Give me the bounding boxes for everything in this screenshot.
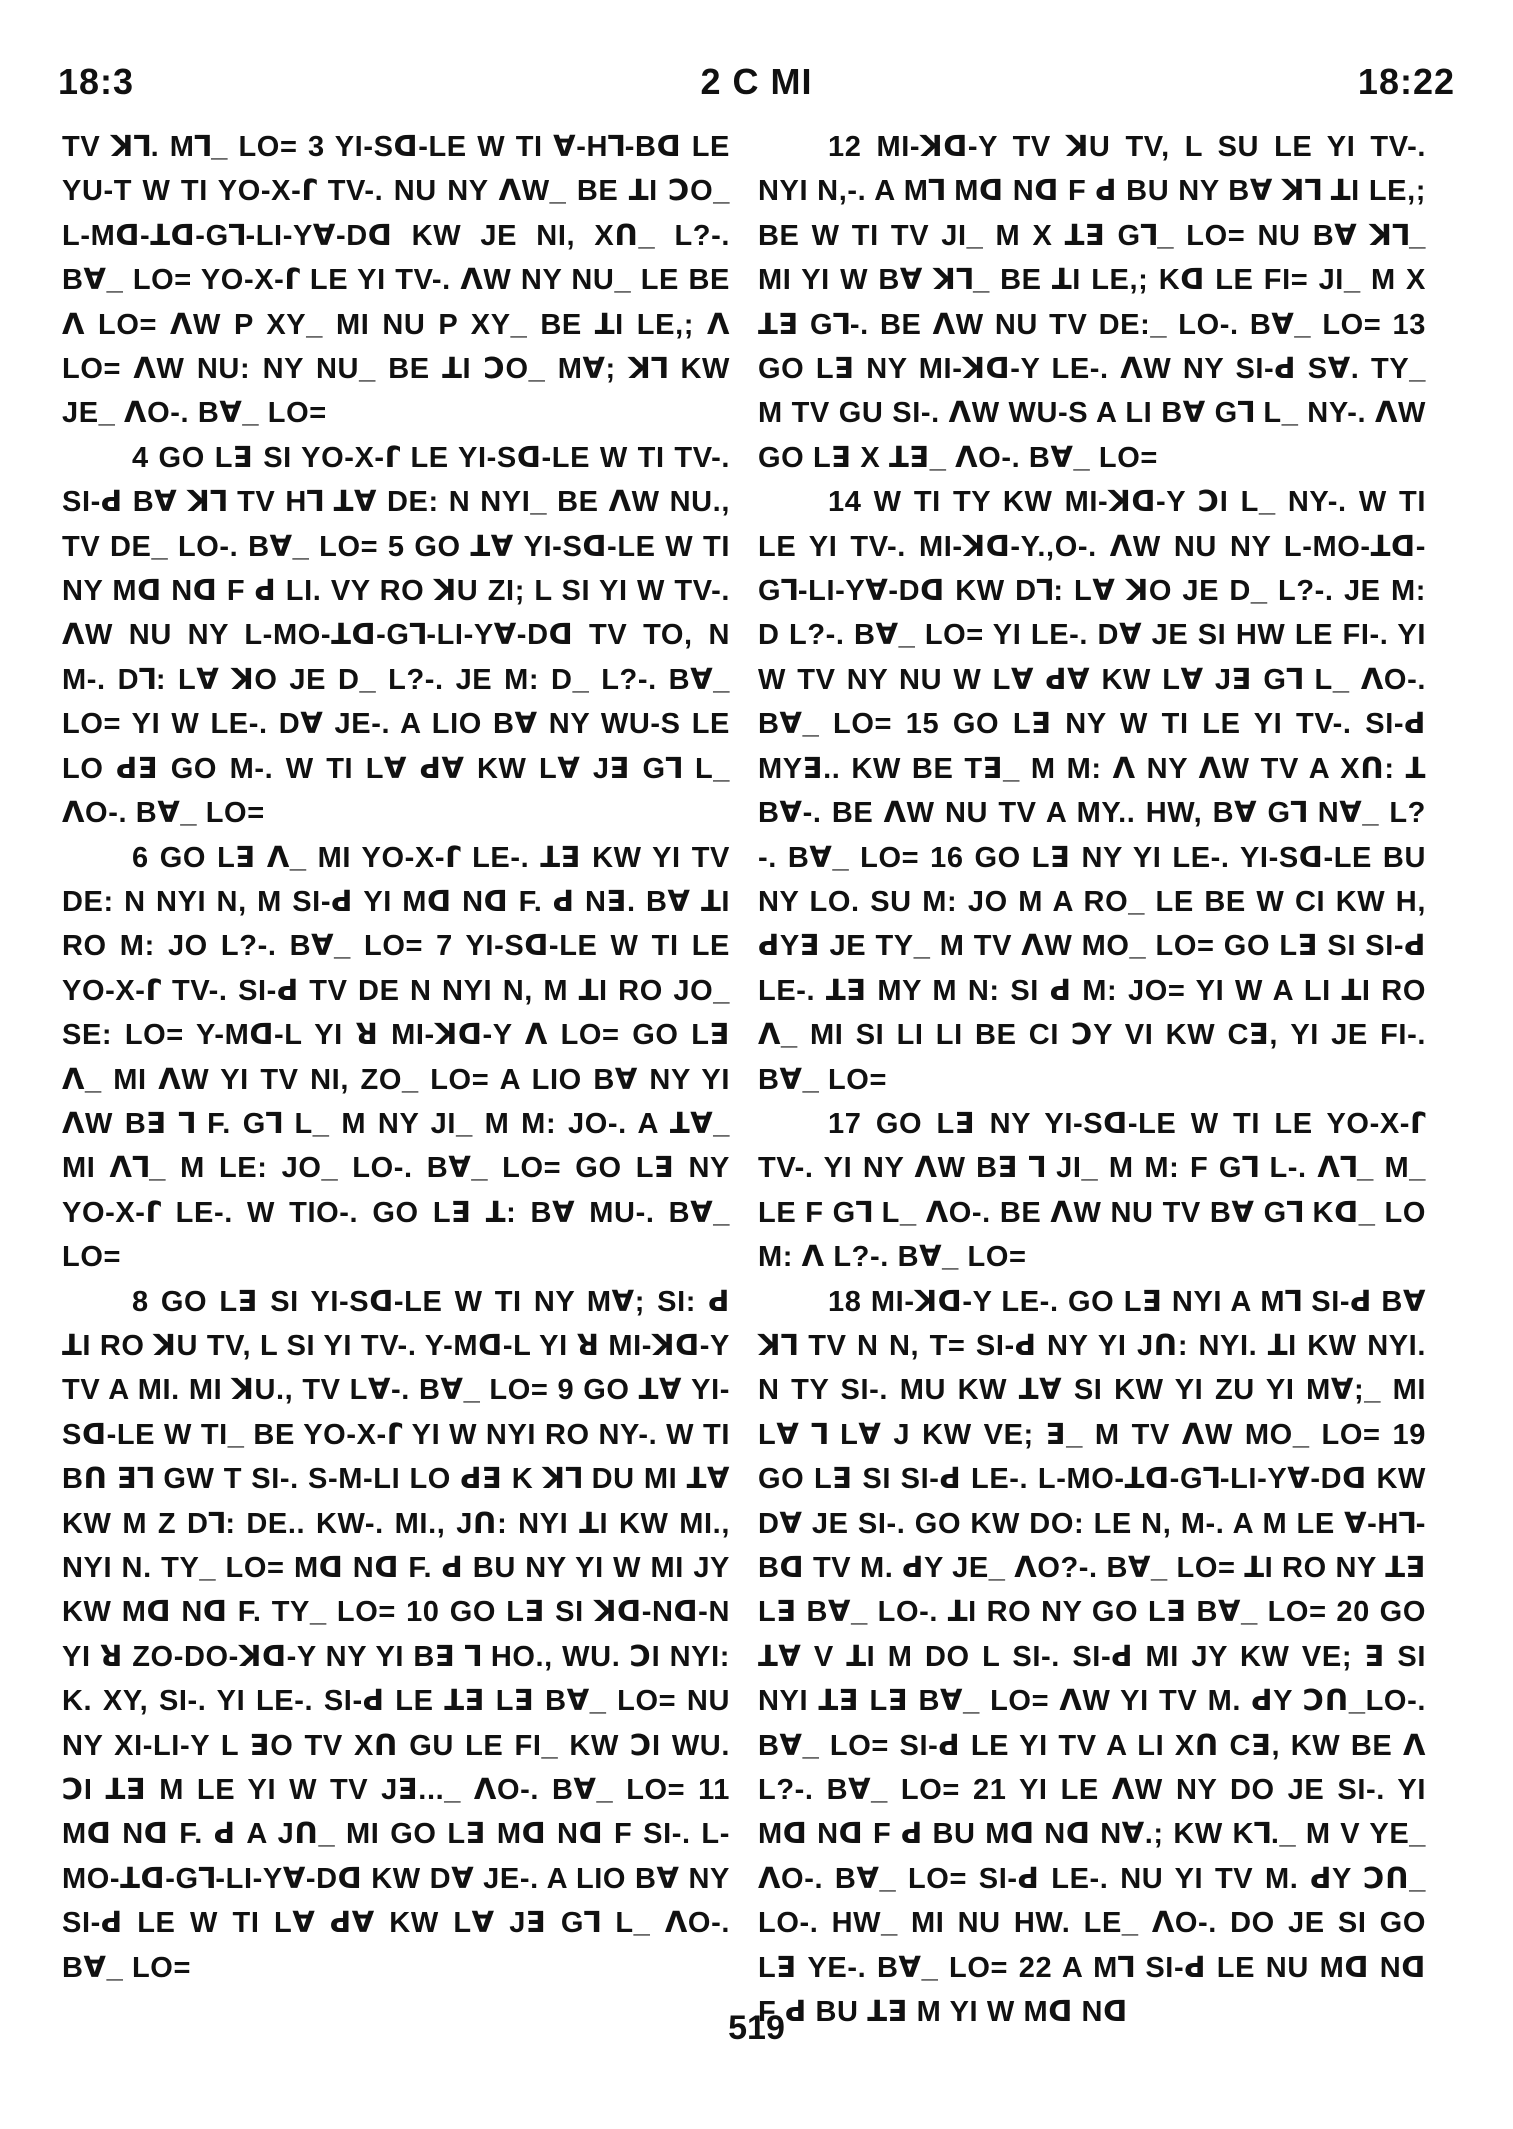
verse-text: GO ꓕ∀ YI-Sꓷ-LE W TI_ BE YO-X-ꓩ YI W NYI RO NY-. W TI Bꓵ ꓱꓶ GW T SI-. S-M-LI LO ꓒꓱ K ꓘꓶ DU MI ꓕ∀ KW M Z Dꓶ: DE.. KW-. MI., Jꓵ: NYI ꓕI KW MI., NYI N. TY_ LO= Mꓷ Nꓷ F. ꓒ BU NY YI W MI JY KW Mꓷ Nꓷ F. TY_ LO= (62, 1374, 730, 1629)
verse-text: GO Lꓱ ꓥ_ MI YO-X-ꓩ LE-. ꓕꓱ KW YI TV DE: N NYI N, M SI-ꓒ YI Mꓷ Nꓷ F. ꓒ Nꓱ. B∀ ꓕI RO M: JO L?-. B∀_ LO= (62, 841, 730, 963)
header-reference-start: 18:3 (58, 61, 135, 102)
verse-number: 15 (905, 708, 940, 741)
verse-text: MI-ꓘꓷ-Y LE-. GO Lꓱ NYI A Mꓶ SI-ꓒ B∀ ꓘꓶ TV N N, T= SI-ꓒ NY YI Jꓵ: NYI. ꓕI KW NYI. N TY SI-. MU KW ꓕ∀ SI KW YI ZU YI M∀;_ MI L∀ ꓶ L∀ J KW VE; ꓱ_ M TV ꓥW MO_ LO= (758, 1285, 1426, 1451)
verse-number: 7 (436, 930, 453, 963)
paragraph (758, 1102, 1426, 1280)
paragraph (758, 125, 1426, 480)
verse-number: 11 (698, 1774, 730, 1807)
page-number: 519 (728, 2009, 785, 2047)
verse-text: GO Lꓱ NY YI-Sꓷ-LE W TI LE YO-X-ꓩ TV-. YI NY ꓥW Bꓱ ꓶ JI_ M M: F Gꓶ L-. ꓥꓶ_ M_ LE F Gꓶ L_ ꓥO-. BE ꓥW NU TV B∀ Gꓶ Kꓷ_ LO M: ꓥ L?-. B∀_ LO= (758, 1107, 1426, 1274)
verse-text: MI-ꓘꓷ-Y TV ꓘU TV, L SU LE YI TV-. NYI N,-. A Mꓶ Mꓷ Nꓷ F ꓒ BU NY B∀ ꓘꓶ ꓕI LE,; BE W TI TV JI_ M X ꓕꓱ Gꓶ_ LO= NU B∀ ꓘꓶ_ MI YI W B∀ ꓘꓶ_ BE ꓕI LE,; Kꓷ LE FI= JI_ M X ꓕꓱ Gꓶ-. BE ꓥW NU TV DE:_ LO-. B∀_ LO= (758, 131, 1426, 341)
verse-text: A Mꓶ SI-ꓒ LE NU Mꓷ Nꓷ F ꓒ BU ꓕꓱ M YI W Mꓷ Nꓷ (758, 1951, 1426, 2029)
running-header (58, 58, 1455, 106)
paragraph (62, 125, 730, 436)
verse-number: 16 (930, 841, 964, 874)
verse-number: 20 (1336, 1596, 1370, 1629)
verse-text: GO Lꓱ NY YI LE-. YI-Sꓷ-LE BU NY LO. SU M: JO M A RO_ LE BE W CI KW H, ꓒYꓱ JE TY_ M TV ꓥW MO_ LO= GO Lꓱ SI SI-ꓒ LE-. ꓕꓱ MY M N: SI ꓒ M: JO= YI W A LI ꓕI RO ꓥ_ MI SI LI LI BE CI ꓛY VI KW Cꓱ, YI JE FI-. B∀_ LO= (758, 841, 1426, 1096)
verse-text: YI-Sꓷ-LE W TI LE YO-X-ꓩ TV-. SI-ꓒ TV DE N NYI N, M ꓕI RO JO_ SE: LO= Y-Mꓷ-L YI ꓤ MI-ꓘꓷ-Y ꓥ LO= GO Lꓱ ꓥ_ MI ꓥW YI TV NI, ZO_ LO= A LIO B∀ NY YI ꓥW Bꓱ ꓶ F. Gꓶ L_ M NY JI_ M M: JO-. A ꓕ∀_ MI ꓥꓶ_ M LE: JO_ LO-. B∀_ LO= GO Lꓱ NY YO-X-ꓩ LE-. W TIO-. GO Lꓱ ꓕ: B∀ MU-. B∀_ LO= (62, 930, 730, 1274)
verse-number: 3 (308, 131, 325, 163)
verse-text: GO Lꓱ SI YO-X-ꓩ LE YI-Sꓷ-LE W TI TV-. SI-ꓒ B∀ ꓘꓶ TV Hꓶ ꓕ∀ DE: N NYI_ BE ꓥW NU., TV DE_ LO-. B∀_ LO= (62, 441, 730, 563)
paragraph (758, 1280, 1426, 2035)
verse-text: GO Lꓱ SI YI-Sꓷ-LE W TI NY M∀; SI: ꓒ ꓕI RO ꓘU TV, L SI YI TV-. Y-Mꓷ-L YI ꓤ MI-ꓘꓷ-Y TV A MI. MI ꓘU., TV L∀-. B∀_ LO= (62, 1285, 730, 1407)
paragraph (62, 1280, 730, 1991)
verse-text: Mꓷ Nꓷ F. ꓒ A Jꓵ_ MI GO Lꓱ Mꓷ Nꓷ F SI-. L-MO-ꓕꓷ-Gꓶ-LI-Y∀-Dꓷ KW D∀ JE-. A LIO B∀ NY SI-ꓒ LE W TI L∀ ꓒ∀ KW L∀ Jꓱ Gꓶ L_ ꓥO-. B∀_ LO= (62, 1818, 730, 1984)
verse-text: GO Lꓱ SI SI-ꓒ LE-. L-MO-ꓕꓷ-Gꓶ-LI-Y∀-Dꓷ KW D∀ JE SI-. GO KW DO: LE N, M-. A M LE ∀-Hꓶ-Bꓷ TV M. ꓒY JE_ ꓥO?-. B∀_ LO= ꓕI RO NY ꓕꓱ Lꓱ B∀_ LO-. ꓕI RO NY GO Lꓱ B∀_ LO= (758, 1463, 1426, 1629)
verse-number: 22 (1018, 1951, 1053, 1984)
verse-text: W TI TY KW MI-ꓘꓷ-Y ꓛI L_ NY-. W TI LE YI TV-. MI-ꓘꓷ-Y.,O-. ꓥW NU NY L-MO-ꓕꓷ-Gꓶ-LI-Y∀-Dꓷ KW Dꓶ: L∀ ꓘO JE D_ L?-. JE M: D L?-. B∀_ LO= YI LE-. D∀ JE SI HW LE FI-. YI W TV NY NU W L∀ ꓒ∀ KW L∀ Jꓱ Gꓶ L_ ꓥO-. B∀_ LO= (758, 486, 1426, 741)
verse-text: GO ꓕ∀ V ꓕI M DO L SI-. SI-ꓒ MI JY KW VE; ꓱ SI NYI ꓕꓱ Lꓱ B∀_ LO= ꓥW YI TV M. ꓒY ꓛꓵ_LO-. B∀_ LO= SI-ꓒ LE YI TV A LI Xꓵ Cꓱ, KW BE ꓥ L?-. B∀_ LO= (758, 1596, 1426, 1807)
verse-number: 8 (132, 1285, 149, 1318)
right-text-column (758, 125, 1426, 2034)
verse-number: 6 (132, 841, 149, 874)
left-text-column (62, 125, 730, 1990)
paragraph (758, 480, 1426, 1102)
verse-text: GO Lꓱ NY MI-ꓘꓷ-Y LE-. ꓥW NY SI-ꓒ S∀. TY_ M TV GU SI-. ꓥW WU-S A LI B∀ Gꓶ L_ NY-. ꓥW GO Lꓱ X ꓕꓱ_ ꓥO-. B∀_ LO= (758, 353, 1426, 474)
header-reference-end: 18:22 (1357, 61, 1455, 102)
verse-number: 10 (406, 1596, 440, 1629)
verse-number: 17 (828, 1107, 862, 1140)
verse-number: 19 (1392, 1418, 1426, 1451)
verse-text: GO ꓕ∀ YI-Sꓷ-LE W TI NY Mꓷ Nꓷ F ꓒ LI. VY RO ꓘU ZI; L SI YI W TV-. ꓥW NU NY L-MO-ꓕꓷ-Gꓶ-LI-Y∀-Dꓷ TV TO, N M-. Dꓶ: L∀ ꓘO JE D_ L?-. JE M: D_ L?-. B∀_ LO= YI W LE-. D∀ JE-. A LIO B∀ NY WU-S LE LO ꓒꓱ GO M-. W TI L∀ ꓒ∀ KW L∀ Jꓱ Gꓶ L_ ꓥO-. B∀_ LO= (62, 530, 730, 830)
paragraph (62, 836, 730, 1280)
verse-number: 4 (132, 441, 149, 474)
verse-number: 18 (828, 1285, 862, 1318)
verse-text: GO Lꓱ NY W TI LE YI TV-. SI-ꓒ MYꓱ.. KW BE Tꓱ_ M M: ꓥ NY ꓥW TV A Xꓵ: ꓕ B∀-. BE ꓥW NU TV A MY.. HW, B∀ Gꓶ N∀_ L?-. B∀_ LO= (758, 708, 1426, 874)
verse-number: 5 (387, 530, 405, 563)
verse-number: 14 (828, 486, 862, 519)
verse-text: YI-Sꓷ-LE W TI ∀-Hꓶ-Bꓷ LE YU-T W TI YO-X-ꓩ TV-. NU NY ꓥW_ BE ꓕI ꓛO_ L-Mꓷ-ꓕꓷ-Gꓶ-LI-Y∀-Dꓷ KW JE NI, Xꓵ_ L?-. B∀_ LO= YO-X-ꓩ LE YI TV-. ꓥW NY NU_ LE BE ꓥ LO= ꓥW P XY_ MI NU P XY_ BE ꓕI LE,; ꓥ LO= ꓥW NU: NY NU_ BE ꓕI ꓛO_ M∀; ꓘꓶ KW JE_ ꓥO-. B∀_ LO= (62, 131, 730, 430)
verse-text: GO Lꓱ SI ꓘꓷ-Nꓷ-N YI ꓤ ZO-DO-ꓘꓷ-Y NY YI Bꓱ ꓶ HO., WU. ꓛI NYI: K. XY, SI-. YI LE-. SI-ꓒ LE ꓕꓱ Lꓱ B∀_ LO= NU NY XI-LI-Y L ꓱO TV Xꓵ GU LE FI_ KW ꓛI WU. ꓛI ꓕꓱ M LE YI W TV Jꓱ..._ ꓥO-. B∀_ LO= (62, 1596, 730, 1807)
verse-number: 21 (972, 1774, 1007, 1807)
paragraph (62, 436, 730, 836)
verse-number: 13 (1392, 308, 1426, 341)
verse-text: YI LE ꓥW NY DO JE SI-. YI Mꓷ Nꓷ F ꓒ BU Mꓷ Nꓷ N∀.; KW Kꓶ._ M V YE_ ꓥO-. B∀_ LO= SI-ꓒ LE-. NU YI TV M. ꓒY ꓛꓵ_ LO-. HW_ MI NU HW. LE_ ꓥO-. DO JE SI GO Lꓱ YE-. B∀_ LO= (758, 1774, 1427, 1984)
verse-number: 12 (828, 131, 862, 163)
book-title: 2 C MI (700, 61, 813, 102)
verse-text: TV ꓘꓶ. Mꓶ_ LO= (62, 131, 309, 163)
verse-number: 9 (557, 1374, 575, 1407)
